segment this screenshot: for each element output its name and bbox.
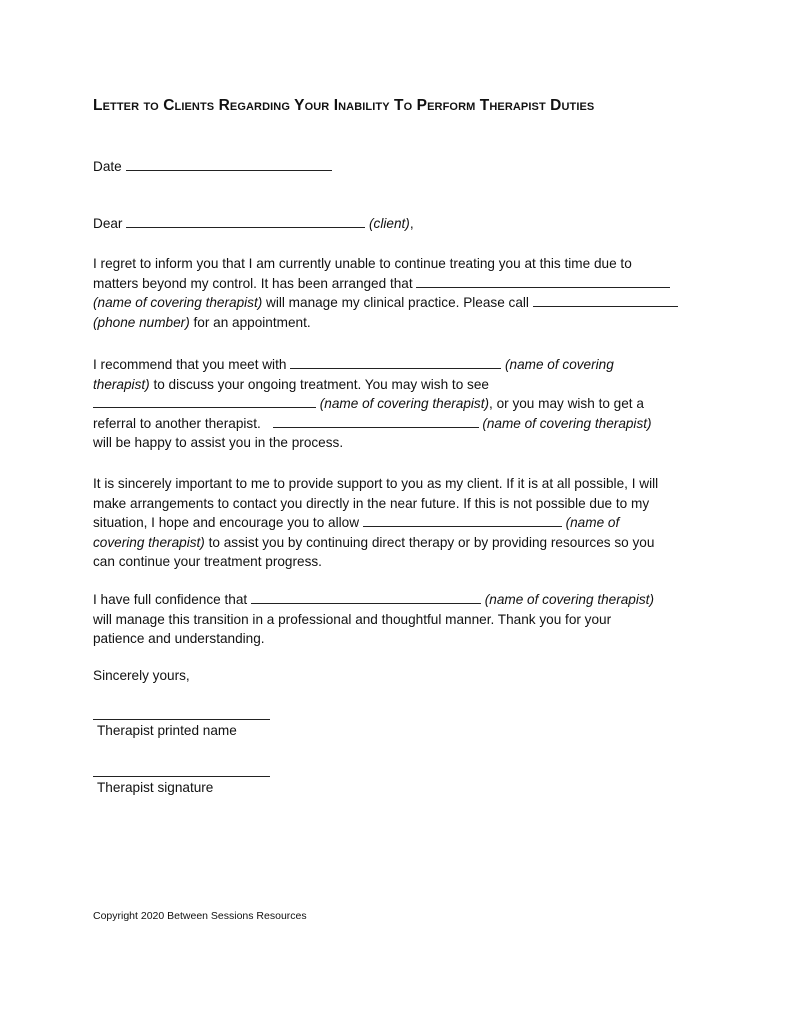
signature-label: Therapist signature <box>97 780 214 795</box>
printed-name-line[interactable] <box>93 719 270 720</box>
p2-line-a: I recommend that you meet with <box>93 357 287 372</box>
covering-therapist-blank-3[interactable] <box>93 395 316 408</box>
p3-line-c: situation, I hope and encourage you to allow <box>93 515 360 531</box>
p1-hint-c: (name of covering therapist) <box>93 295 263 311</box>
p3-hint-d: covering therapist) <box>93 534 205 550</box>
p4-hint-a: (name of covering therapist) <box>484 592 654 607</box>
p3-line-a: It is sincerely important to me to provide support to you as my client. If it is at all possible, I will <box>93 476 659 491</box>
covering-therapist-blank-1[interactable] <box>416 275 670 288</box>
p2-hint-d: (name of covering therapist) <box>482 415 652 431</box>
p1-line-b: matters beyond my control. It has been arranged that <box>93 275 413 291</box>
paragraph-2 <box>93 355 703 453</box>
p1-line-c: will manage my clinical practice. Please call <box>262 295 529 311</box>
date-row <box>93 157 703 177</box>
covering-therapist-blank-4[interactable] <box>273 415 479 428</box>
p2-hint-a: (name of covering <box>504 357 614 372</box>
client-name-blank[interactable] <box>126 215 365 228</box>
page-title: Letter to Clients Regarding Your Inability To Perform Therapist Duties <box>93 97 595 114</box>
printed-name-label: Therapist printed name <box>97 723 237 738</box>
p1-hint-d: (phone number) <box>93 314 190 330</box>
closing: Sincerely yours, <box>93 668 190 683</box>
p2-hint-c: (name of covering therapist) <box>319 396 490 412</box>
p3-line-b: make arrangements to contact you directly in the near future. If this is not possible due to my <box>93 495 650 511</box>
signature-line[interactable] <box>93 776 270 777</box>
salutation-row <box>93 214 703 234</box>
paragraph-1 <box>93 254 703 332</box>
p3-line-d: to assist you by continuing direct therapy or by providing resources so you <box>204 534 655 550</box>
p2-line-e: will be happy to assist you in the process. <box>93 435 344 451</box>
p2-line-c: , or you may wish to get a <box>489 396 644 412</box>
copyright-footer: Copyright 2020 Between Sessions Resources <box>93 910 307 922</box>
p2-hint-b: therapist) <box>93 376 150 392</box>
phone-number-blank[interactable] <box>533 294 678 307</box>
covering-therapist-blank-6[interactable] <box>251 591 481 604</box>
p4-line-c: patience and understanding. <box>93 631 265 647</box>
salutation-comma: , <box>409 216 414 231</box>
paragraph-4 <box>93 590 703 649</box>
p2-line-d: referral to another therapist. <box>93 415 261 431</box>
p3-line-e: can continue your treatment progress. <box>93 554 322 570</box>
p4-line-a: I have full confidence that <box>93 592 248 607</box>
covering-therapist-blank-5[interactable] <box>363 514 562 527</box>
p2-line-b: to discuss your ongoing treatment. You may wish to see <box>149 376 489 392</box>
date-label: Date <box>93 159 122 174</box>
p1-line-a: I regret to inform you that I am currently unable to continue treating you at this time due to <box>93 256 632 271</box>
dear-label: Dear <box>93 216 123 231</box>
p4-line-b: will manage this transition in a professional and thoughtful manner. Thank you for your <box>93 611 612 627</box>
date-blank[interactable] <box>126 158 332 171</box>
covering-therapist-blank-2[interactable] <box>290 356 501 369</box>
paragraph-3 <box>93 474 703 572</box>
p3-hint-c: (name of <box>565 515 620 531</box>
p1-line-d: for an appointment. <box>189 314 311 330</box>
client-hint: (client) <box>369 216 410 231</box>
